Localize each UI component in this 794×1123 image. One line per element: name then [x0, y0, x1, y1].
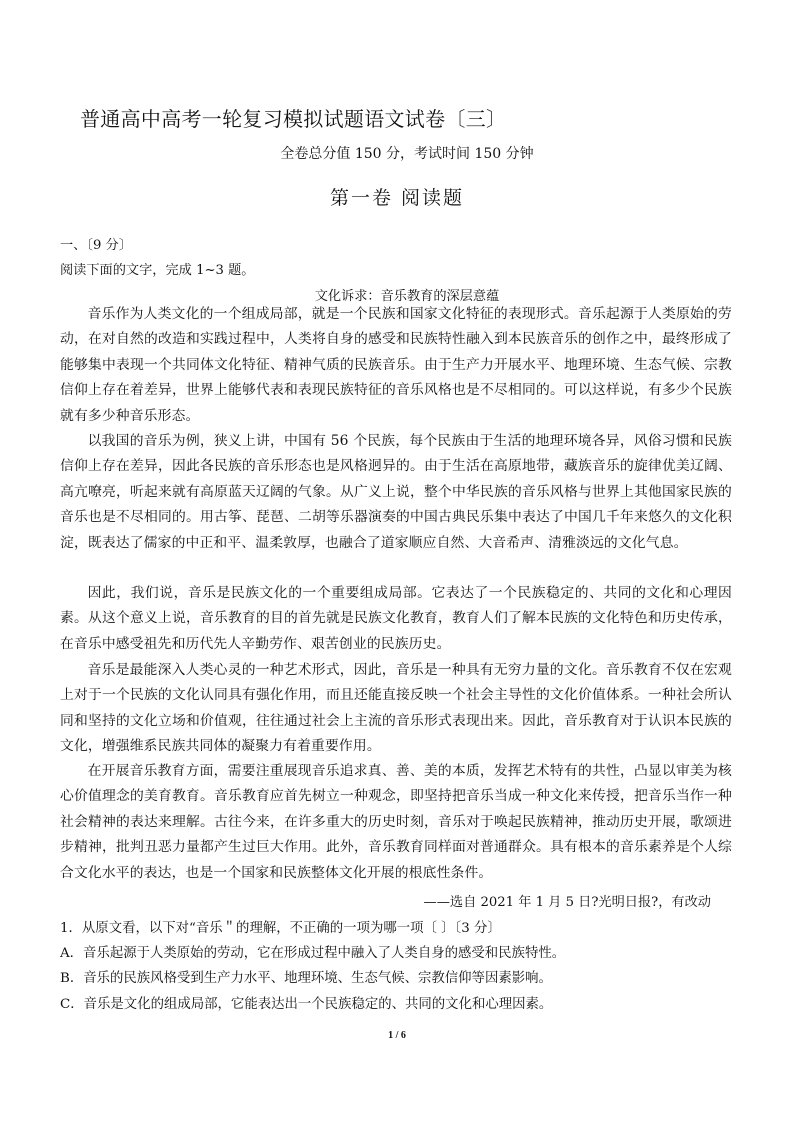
article-paragraph-2: 以我国的音乐为例，狭义上讲，中国有 56 个民族，每个民族由于生活的地理环境各异，风俗习惯和民族信仰上存在差异，因此各民族的音乐形态也是风格迥异的。由于生活在高原地带，藏族音乐的旋律优美辽阔、高亢嘹亮，听起来就有高原蓝天辽阔的气象。从广义上说，整个中华民族的音乐风格与世界上其他国家民族的音乐也是不尽相同的。用古筝、琵琶、二胡等乐器演奏的中国古典民乐集中表达了中国几千年来悠久的文化积淀，既表达了儒家的中正和平、温柔敦厚，也融合了道家顺应自然、大音希声、清雅淡远的文化气息。: [60, 433, 732, 551]
page-indicator: 1 / 6: [388, 1030, 406, 1041]
question-option-c: C．音乐是文化的组成局部，它能表达出一个民族稳定的、共同的文化和心理因素。: [60, 997, 553, 1012]
part-title: 第一卷 阅读题: [329, 187, 465, 209]
article-source: ——选自 2021 年 1 月 5 日?光明日报?，有改动: [423, 895, 711, 910]
question-option-a: A．音乐起源于人类原始的劳动，它在形成过程中融入了人类自身的感受和民族特性。: [60, 946, 566, 961]
article-paragraph-4: 音乐是最能深入人类心灵的一种艺术形式，因此，音乐是一种具有无穷力量的文化。音乐教育不仅在宏观上对于一个民族的文化认同具有强化作用，而且还能直接反映一个社会主导性的文化价值体系。一种社会所认同和坚持的文化立场和价值观，往往通过社会上主流的音乐形式表现出来。因此，音乐教育对于认识本民族的文化，增强维系民族共同体的凝聚力有着重要作用。: [60, 662, 732, 755]
question-option-b: B．音乐的民族风格受到生产力水平、地理环境、生态气候、宗教信仰等因素影响。: [60, 971, 552, 986]
article-paragraph-5: 在开展音乐教育方面，需要注重展现音乐追求真、善、美的本质，发挥艺术特有的共性，凸显以审美为核心价值理念的美育教育。音乐教育应首先树立一种观念，即坚持把音乐当成一种文化来传授，把音乐当作一种社会精神的表达来理解。古往今来，在许多重大的历史时刻，音乐对于唤起民族精神，推动历史开展，歌颂进步精神，批判丑恶力量都产生过巨大作用。此外，音乐教育同样面对普通群众。具有根本的音乐素养是个人综合文化水平的表达，也是一个国家和民族整体文化开展的根底性条件。: [60, 763, 732, 881]
section-instruction: 阅读下面的文字，完成 1~3 题。: [60, 263, 255, 278]
article-title: 文化诉求：音乐教育的深层意蕴: [314, 289, 500, 304]
question-stem: 1．从原文看，以下对“音乐＂的理解，不正确的一项为哪一项〔 〕〔3 分〕: [60, 921, 501, 936]
article-paragraph-1: 音乐作为人类文化的一个组成局部，就是一个民族和国家文化特征的表现形式。音乐起源于人类原始的劳动，在对自然的改造和实践过程中，人类将自身的感受和民族特性融入到本民族音乐的创作之中，最终形成了能够集中表现一个共同体文化特征、精神气质的民族音乐。由于生产力开展水平、地理环境、生态气候、宗教信仰上存在着差异，世界上能够代表和表现民族特征的音乐风格也是不尽相同的。可以这样说，有多少个民族就有多少种音乐形态。: [60, 306, 732, 424]
document-title: 普通高中高考一轮复习模拟试题语文试卷〔三〕: [80, 107, 507, 131]
section-heading: 一、〔9 分〕: [60, 238, 132, 253]
article-paragraph-3: 因此，我们说，音乐是民族文化的一个重要组成局部。它表达了一个民族稳定的、共同的文化和心理因素。从这个意义上说，音乐教育的目的首先就是民族文化教育，教育人们了解本民族的文化特色和历史传承，在音乐中感受祖先和历代先人辛勤劳作、艰苦创业的民族历史。: [60, 585, 732, 652]
document-subtitle: 全卷总分值 150 分，考试时间 150 分钟: [280, 146, 534, 162]
